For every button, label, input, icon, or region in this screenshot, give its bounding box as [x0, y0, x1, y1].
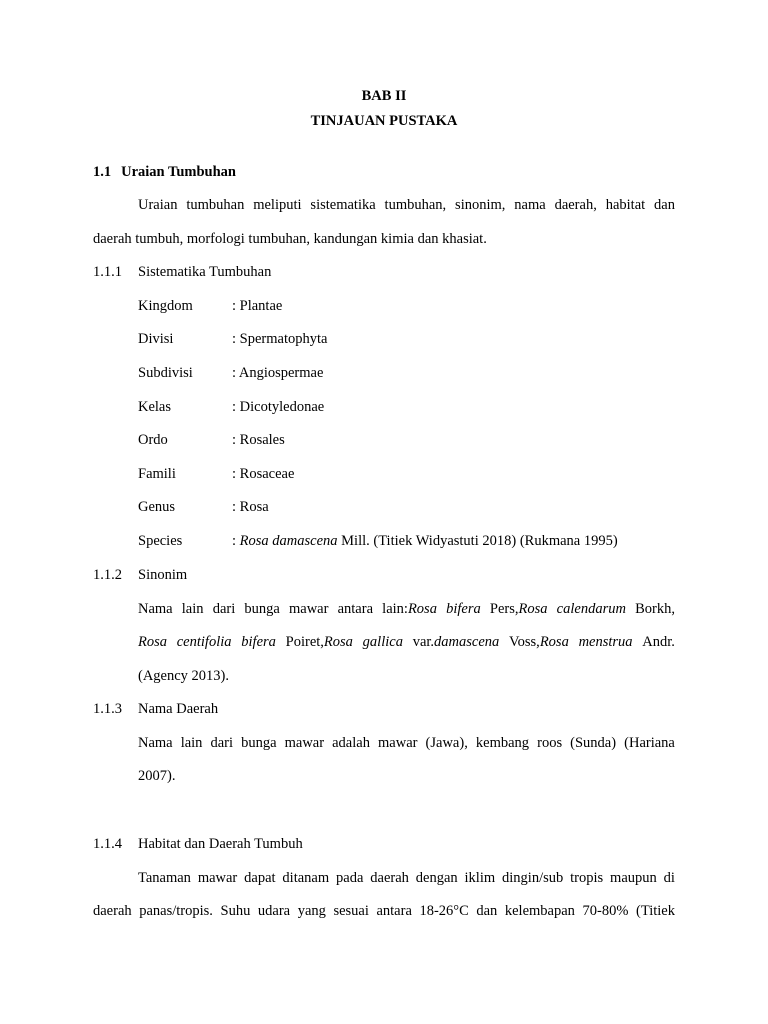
- text: antara: [337, 601, 374, 617]
- taxonomy-value: [232, 534, 618, 549]
- text: Andr.: [642, 634, 675, 650]
- word: [446, 602, 481, 617]
- word: [413, 635, 500, 650]
- word: [635, 602, 675, 617]
- taxonomy-value: : Rosaceae: [232, 466, 295, 482]
- italic-text: calendarum: [556, 601, 626, 617]
- taxonomy-value: : Spermatophyta: [232, 331, 328, 347]
- taxonomy-rank: Genus: [138, 499, 176, 515]
- word: (Titiek: [636, 903, 675, 919]
- text: bunga: [244, 601, 280, 617]
- word: [138, 602, 173, 617]
- intro-line-1: [138, 198, 675, 213]
- taxonomy-value: : Rosales: [232, 432, 285, 448]
- italic-text: Rosa: [539, 634, 569, 650]
- word: nama: [514, 197, 546, 213]
- subsection-number-1-1-4: 1.1.4: [93, 836, 122, 852]
- sinonim-line-2: [138, 635, 675, 650]
- taxonomy-rank: Kelas: [138, 399, 172, 415]
- italic-text: Rosa: [138, 634, 167, 650]
- text: lain:: [382, 601, 408, 617]
- word: bunga: [241, 735, 277, 751]
- section-number: 1.1: [93, 164, 112, 180]
- taxonomy-value: : Angiospermae: [232, 365, 324, 381]
- intro-line-2: daerah tumbuh, morfologi tumbuhan, kandungan kimia dan khasiat.: [93, 231, 487, 247]
- word: Suhu: [220, 903, 251, 919]
- species-name: Rosa damascena: [239, 533, 338, 549]
- chapter-number: BAB II: [361, 88, 407, 104]
- word: daerah: [93, 903, 132, 919]
- italic-text: menstrua: [578, 634, 633, 650]
- italic-text: centifolia: [176, 634, 232, 650]
- word: 70-80%: [582, 903, 629, 919]
- word: [557, 602, 626, 617]
- italic-text: bifera: [446, 601, 481, 617]
- word: daerah,: [554, 197, 597, 213]
- word: dengan: [415, 870, 458, 886]
- chapter-title: TINJAUAN PUSTAKA: [310, 113, 458, 129]
- word: pada: [336, 870, 364, 886]
- word: habitat: [605, 197, 646, 213]
- word: (Hariana: [624, 735, 675, 751]
- word: [338, 602, 373, 617]
- word: di: [663, 870, 675, 886]
- sinonim-line-3: (Agency 2013).: [138, 668, 230, 684]
- text: mawar: [288, 601, 329, 617]
- word: sesuai: [333, 903, 369, 919]
- text: dari: [212, 601, 236, 617]
- nama-daerah-line-1: [138, 736, 675, 751]
- word: [286, 635, 353, 650]
- word: sinonim,: [455, 197, 506, 213]
- subsection-number-1-1-1: 1.1.1: [93, 264, 122, 280]
- text: lain: [181, 601, 204, 617]
- taxonomy-rank: Divisi: [138, 331, 174, 347]
- word: dari: [210, 735, 234, 751]
- italic-text: Rosa: [323, 634, 353, 650]
- word: Uraian: [138, 197, 178, 213]
- word: [289, 602, 328, 617]
- word: ditanam: [282, 870, 330, 886]
- word: Tanaman: [138, 870, 191, 886]
- word: [579, 635, 633, 650]
- taxonomy-value: : Plantae: [232, 298, 283, 314]
- word: udara: [257, 903, 291, 919]
- word: [244, 602, 279, 617]
- word: [509, 635, 569, 650]
- section-heading: [93, 165, 236, 180]
- word: [241, 635, 276, 650]
- word: 18-26°C: [419, 903, 469, 919]
- habitat-line-1: [138, 871, 675, 886]
- taxonomy-rank: Species: [138, 533, 183, 549]
- word: iklim: [464, 870, 496, 886]
- word: mawar: [378, 735, 418, 751]
- word: [363, 635, 403, 650]
- habitat-line-2: [93, 904, 675, 919]
- species-citation: Mill. (Titiek Widyastuti 2018) (Rukmana 1995): [337, 533, 618, 549]
- word: [177, 635, 232, 650]
- italic-text: bifera: [241, 634, 276, 650]
- taxonomy-rank: Kingdom: [138, 298, 193, 314]
- word: antara: [376, 903, 412, 919]
- species-colon: :: [232, 533, 240, 549]
- word: kembang: [475, 735, 530, 751]
- word: tumbuhan,: [384, 197, 447, 213]
- italic-text: gallica: [362, 634, 403, 650]
- word: tropis: [570, 870, 604, 886]
- subsection-title-1-1-1: Sistematika Tumbuhan: [138, 264, 272, 280]
- text: Borkh,: [635, 601, 675, 617]
- word: adalah: [332, 735, 370, 751]
- sinonim-line-1: [138, 602, 675, 617]
- word: (Jawa),: [425, 735, 468, 751]
- word: [642, 635, 675, 650]
- word: mawar: [284, 735, 325, 751]
- text: Voss,: [509, 634, 540, 650]
- text: Poiret,: [285, 634, 324, 650]
- text: Nama: [138, 601, 173, 617]
- taxonomy-rank: Ordo: [138, 432, 168, 448]
- word: [138, 635, 167, 650]
- word: meliputi: [253, 197, 302, 213]
- word: mawar: [197, 870, 238, 886]
- subsection-number-1-1-3: 1.1.3: [93, 701, 122, 717]
- word: sistematika: [310, 197, 376, 213]
- taxonomy-value: : Rosa: [232, 499, 269, 515]
- subsection-title-1-1-4: Habitat dan Daerah Tumbuh: [138, 836, 303, 852]
- word: roos: [537, 735, 563, 751]
- word: panas/tropis.: [139, 903, 213, 919]
- subsection-title-1-1-3: Nama Daerah: [138, 701, 219, 717]
- word: [382, 602, 437, 617]
- word: [182, 602, 204, 617]
- word: lain: [180, 735, 203, 751]
- italic-text: damascena: [434, 634, 500, 650]
- word: Nama: [138, 735, 173, 751]
- word: tumbuhan: [186, 197, 245, 213]
- taxonomy-value: : Dicotyledonae: [232, 399, 325, 415]
- subsection-number-1-1-2: 1.1.2: [93, 567, 122, 583]
- word: yang: [297, 903, 326, 919]
- word: dan: [654, 197, 675, 213]
- word: kelembapan: [504, 903, 575, 919]
- section-title: Uraian Tumbuhan: [121, 164, 236, 180]
- word: [213, 602, 236, 617]
- word: dingin/sub: [502, 870, 564, 886]
- text: var.: [412, 634, 435, 650]
- word: daerah: [370, 870, 409, 886]
- italic-text: Rosa: [407, 601, 437, 617]
- italic-text: Rosa: [518, 601, 548, 617]
- word: dan: [476, 903, 498, 919]
- subsection-title-1-1-2: Sinonim: [138, 567, 188, 583]
- text: Pers,: [489, 601, 519, 617]
- word: [490, 602, 548, 617]
- taxonomy-rank: Famili: [138, 466, 176, 482]
- word: maupun: [610, 870, 657, 886]
- word: dapat: [244, 870, 276, 886]
- taxonomy-rank: Subdivisi: [138, 365, 193, 381]
- word: (Sunda): [570, 735, 617, 751]
- nama-daerah-line-2: 2007).: [138, 768, 176, 784]
